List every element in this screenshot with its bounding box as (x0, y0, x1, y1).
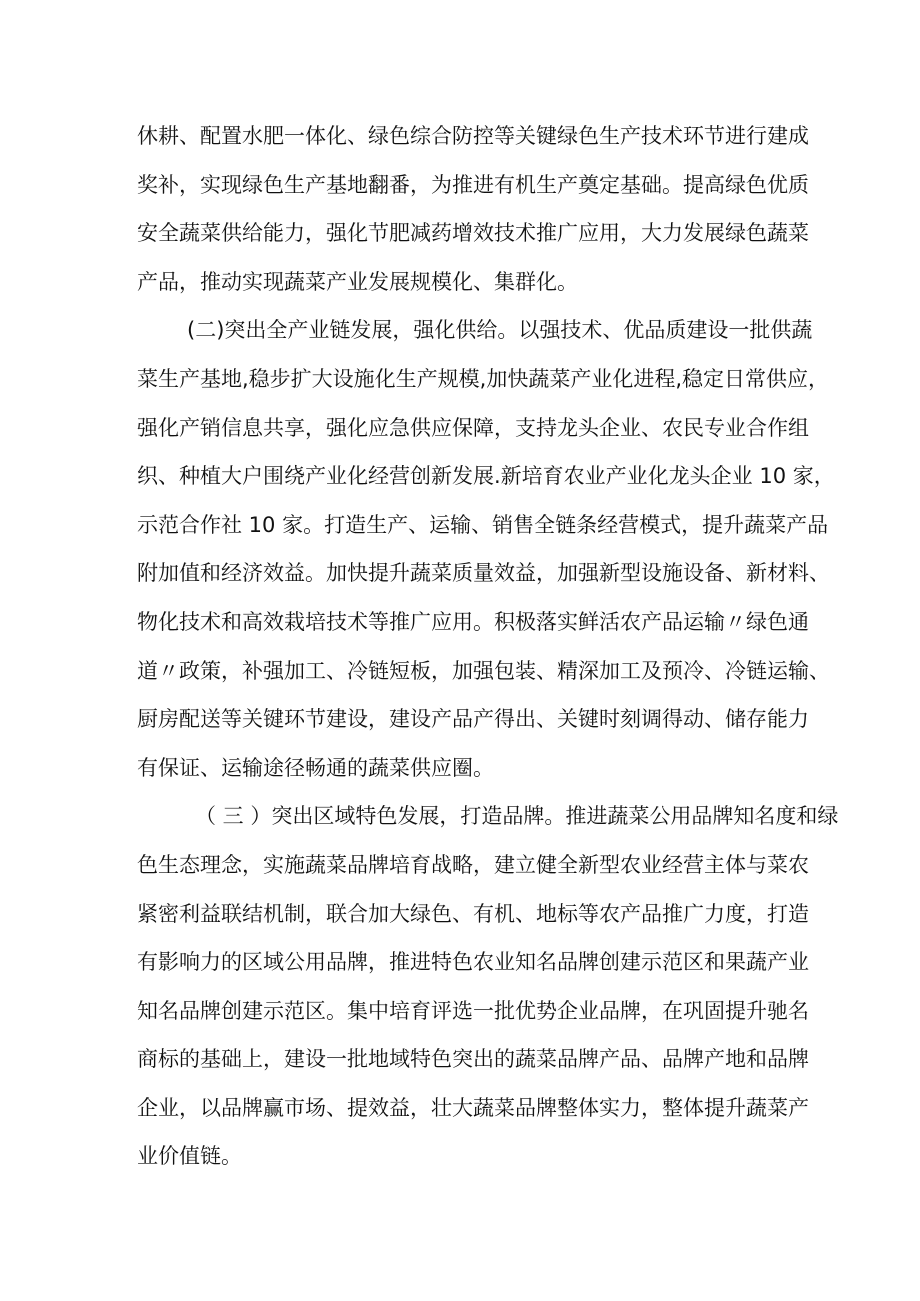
text-line: 有影响力的区域公用品牌，推进特色农业知名品牌创建示范区和果蔬产业 (137, 950, 809, 975)
paragraph-3 (137, 792, 839, 1181)
text-line: 菜生产基地,稳步扩大设施化生产规模,加快蔬菜产业化进程,稳定日常供应， (137, 366, 830, 391)
text-line: 紧密利益联结机制，联合加大绿色、有机、地标等农产品推广力度，打造 (137, 901, 809, 926)
text-line: 企业，以品牌赢市场、提效益，壮大蔬菜品牌整体实力，整体提升蔬菜产 (137, 1095, 809, 1120)
text-line: 安全蔬菜供给能力，强化节肥减药增效技术推广应用，大力发展绿色蔬菜 (137, 221, 809, 246)
text-line: 商标的基础上，建设一批地域特色突出的蔬菜品牌产品、品牌产地和品牌 (137, 1047, 809, 1072)
text-line: 物化技术和高效栽培技术等推广应用。积极落实鲜活农产品运输〃绿色通 (137, 609, 809, 634)
paragraph-1 (137, 112, 809, 306)
paragraph-2 (137, 306, 835, 792)
text-line: 厨房配送等关键环节建设，建设产品产得出、关键时刻调得动、储存能力 (137, 707, 809, 732)
text-line: 休耕、配置水肥一体化、绿色综合防控等关键绿色生产技术环节进行建成 (137, 124, 809, 148)
text-line: 有保证、运输途径畅通的蔬菜供应圈。 (137, 755, 494, 780)
text-line: 色生态理念，实施蔬菜品牌培育战略，建立健全新型农业经营主体与菜农 (137, 852, 809, 877)
text-line: 织、种植大户围绕产业化经营创新发展.新培育农业产业化龙头企业 10 家， (137, 464, 835, 489)
document-page (137, 112, 839, 1181)
text-line: 奖补，实现绿色生产基地翻番，为推进有机生产奠定基础。提高绿色优质 (137, 172, 809, 197)
text-line: 产品，推动实现蔬菜产业发展规模化、集群化。 (137, 269, 578, 294)
text-line: 知名品牌创建示范区。集中培育评选一批优势企业品牌，在巩固提升驰名 (137, 998, 809, 1023)
text-line: 道〃政策，补强加工、冷链短板，加强包装、精深加工及预冷、冷链运输、 (137, 658, 830, 683)
section-heading-line: （ 三 ）突出区域特色发展，打造品牌。推进蔬菜公用品牌知名度和绿 (195, 804, 839, 829)
section-heading-line: (二)突出全产业链发展，强化供给。以强技术、优品质建设一批供蔬 (187, 318, 813, 343)
text-line: 示范合作社 10 家。打造生产、运输、销售全链条经营模式，提升蔬菜产品 (137, 512, 829, 537)
text-line: 业价值链。 (137, 1144, 242, 1169)
text-line: 附加值和经济效益。加快提升蔬菜质量效益，加强新型设施设备、新材料、 (137, 561, 830, 586)
text-line: 强化产销信息共享，强化应急供应保障，支持龙头企业、农民专业合作组 (137, 415, 809, 440)
